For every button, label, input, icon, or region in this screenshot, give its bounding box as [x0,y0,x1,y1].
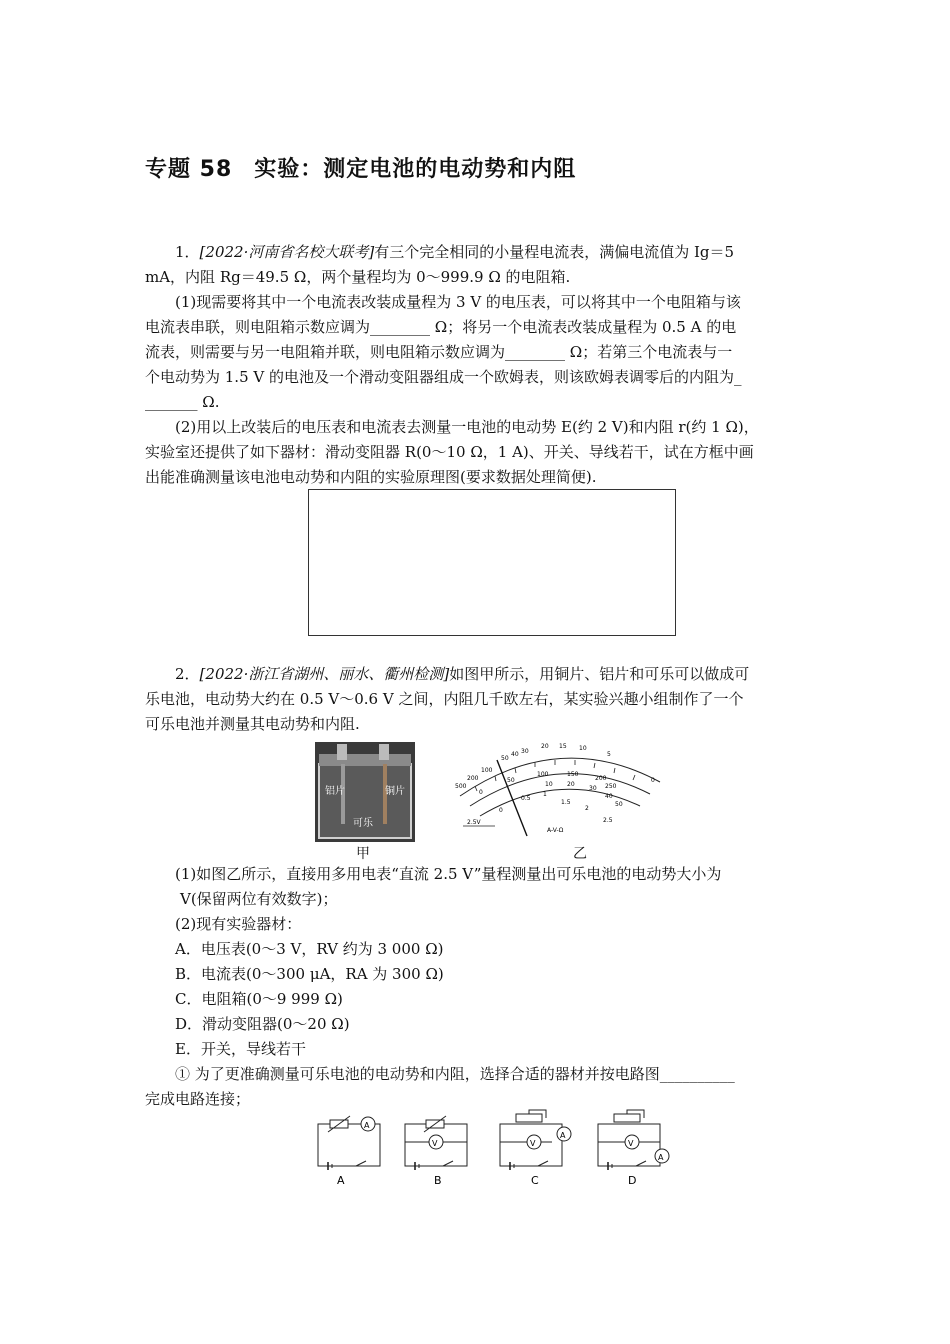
circuit-label-a: A [337,1174,345,1187]
voltmeter-symbol: V [432,1139,438,1148]
option-a: A．电压表(0～3 V，RV 约为 3 000 Ω) [175,940,444,958]
battery-photo-drawing [315,742,415,842]
q1-line-1 [175,240,840,265]
photo-label-copper: 铜片 [385,786,405,797]
photo-label-aluminum: 铝片 [325,786,345,797]
q1-number: 1． [175,243,200,261]
figure-jia-caption: 甲 [356,846,370,862]
meter-v-tick: 50 [615,801,623,808]
circuit-a [318,1116,380,1170]
meter-mid-tick: 250 [605,783,617,790]
q2-number: 2． [175,665,200,683]
meter-v-tick: 10 [545,781,553,788]
title-prefix: 专题 58 [145,157,233,182]
option-e: E．开关，导线若干 [175,1040,306,1058]
meter-top-tick: 200 [467,775,479,782]
meter-low-tick: 2.5 [603,817,613,824]
q1-part1-d: 个电动势为 1.5 V 的电池及一个滑动变阻器组成一个欧姆表，则该欧姆表调零后的内阻为_ [145,368,742,386]
q2-part1-a: (1)如图乙所示，直接用多用电表“直流 2.5 V”量程测量出可乐电池的电动势大小为 [175,865,722,883]
circuit-options [310,1108,690,1190]
ammeter-symbol: A [658,1153,664,1162]
q1-part2-b: 实验室还提供了如下器材：滑动变阻器 R(0～10 Ω，1 A)、开关、导线若干，试在方框中画 [145,443,754,461]
q2-line-1 [175,662,840,687]
meter-low-tick: 1 [543,791,547,798]
ammeter-symbol: A [560,1131,566,1140]
meter-low-tick: 0.5 [521,795,531,802]
meter-mid-tick: 0 [479,789,483,796]
q2-text-3: 可乐电池并测量其电动势和内阻. [145,715,360,733]
circuit-c [500,1110,571,1170]
ammeter-symbol: A [364,1121,370,1130]
voltmeter-symbol: V [530,1139,536,1148]
option-b: B．电流表(0～300 μA，RA 为 300 Ω) [175,965,444,983]
meter-low-tick: 1.5 [561,799,571,806]
circuit-label-d: D [628,1174,637,1187]
answer-box [308,489,676,636]
figure-yi-caption: 乙 [573,846,587,862]
option-c: C．电阻箱(0～9 999 Ω) [175,990,343,1008]
meter-mid-tick: 100 [537,771,549,778]
circuit-label-c: C [531,1174,539,1187]
meter-mid-tick: 50 [507,777,515,784]
q2-part3-b: 完成电路连接； [145,1090,251,1108]
q1-text-2: mA，内阻 Rg＝49.5 Ω，两个量程均为 0～999.9 Ω 的电阻箱. [145,268,571,286]
title-main: 实验：测定电池的电动势和内阻 [254,157,577,182]
q1-part1-e: _______ Ω. [145,393,220,411]
meter-top-tick: 15 [559,743,567,750]
meter-low-tick: 0 [499,807,503,814]
q2-text-1: 如图甲所示，用铜片、铝片和可乐可以做成可 [449,665,750,683]
q1-part1-c: 流表，则需要与另一电阻箱并联，则电阻箱示数应调为________ Ω；若第三个电流表与一 [145,343,733,361]
meter-top-tick: 20 [541,743,549,750]
multimeter-dial [455,738,665,838]
meter-v-tick: 20 [567,781,575,788]
q2-source: [2022·浙江省湖州、丽水、衢州检测] [199,665,450,683]
meter-v-tick: 30 [589,785,597,792]
q2-part2: (2)现有实验器材： [175,915,302,933]
q1-part2-a: (2)用以上改装后的电压表和电流表去测量一电池的电动势 E(约 2 V)和内阻 r(约 1 Ω)， [175,418,759,436]
q1-part2-c: 出能准确测量该电池电动势和内阻的实验原理图(要求数据处理简便). [145,468,597,486]
meter-mid-tick: 200 [595,775,607,782]
meter-function-label: A-V-Ω [547,827,564,834]
photo-label-cola: 可乐 [353,818,373,829]
q1-text-1: 有三个完全相同的小量程电流表，满偏电流值为 Ig＝5 [374,243,735,261]
meter-low-tick: 2 [585,805,589,812]
q1-source: [2022·河南省名校大联考] [199,243,375,261]
meter-top-tick: 50 [501,755,509,762]
meter-mid-tick: 150 [567,771,579,778]
q1-part1-a: (1)现需要将其中一个电流表改装成量程为 3 V 的电压表，可以将其中一个电阻箱与该 [175,293,741,311]
meter-top-tick: 10 [579,745,587,752]
q2-text-2: 乐电池，电动势大约在 0.5 V～0.6 V 之间，内阻几千欧左右，某实验兴趣小组制作了一个 [145,690,744,708]
meter-top-tick: 0 [651,777,655,784]
meter-top-tick: 500 [455,783,467,790]
option-d: D．滑动变阻器(0～20 Ω) [175,1015,350,1033]
voltmeter-symbol: V [628,1139,634,1148]
q2-part1-b: V(保留两位有效数字)； [180,890,338,908]
meter-top-tick: 40 [511,751,519,758]
q1-part1-b: 电流表串联，则电阻箱示数应调为________ Ω；将另一个电流表改装成量程为 0.5 A 的电 [145,318,737,336]
circuit-label-b: B [434,1174,442,1187]
meter-top-tick: 100 [481,767,493,774]
meter-top-tick: 5 [607,751,611,758]
meter-top-tick: 30 [521,748,529,755]
meter-range-label: 2.5V [467,819,481,826]
page-title [145,152,576,183]
q2-part3-a: ① 为了更准确测量可乐电池的电动势和内阻，选择合适的器材并按电路图__________ [175,1065,735,1083]
cola-battery-photo [315,742,415,842]
meter-v-tick: 40 [605,793,613,800]
